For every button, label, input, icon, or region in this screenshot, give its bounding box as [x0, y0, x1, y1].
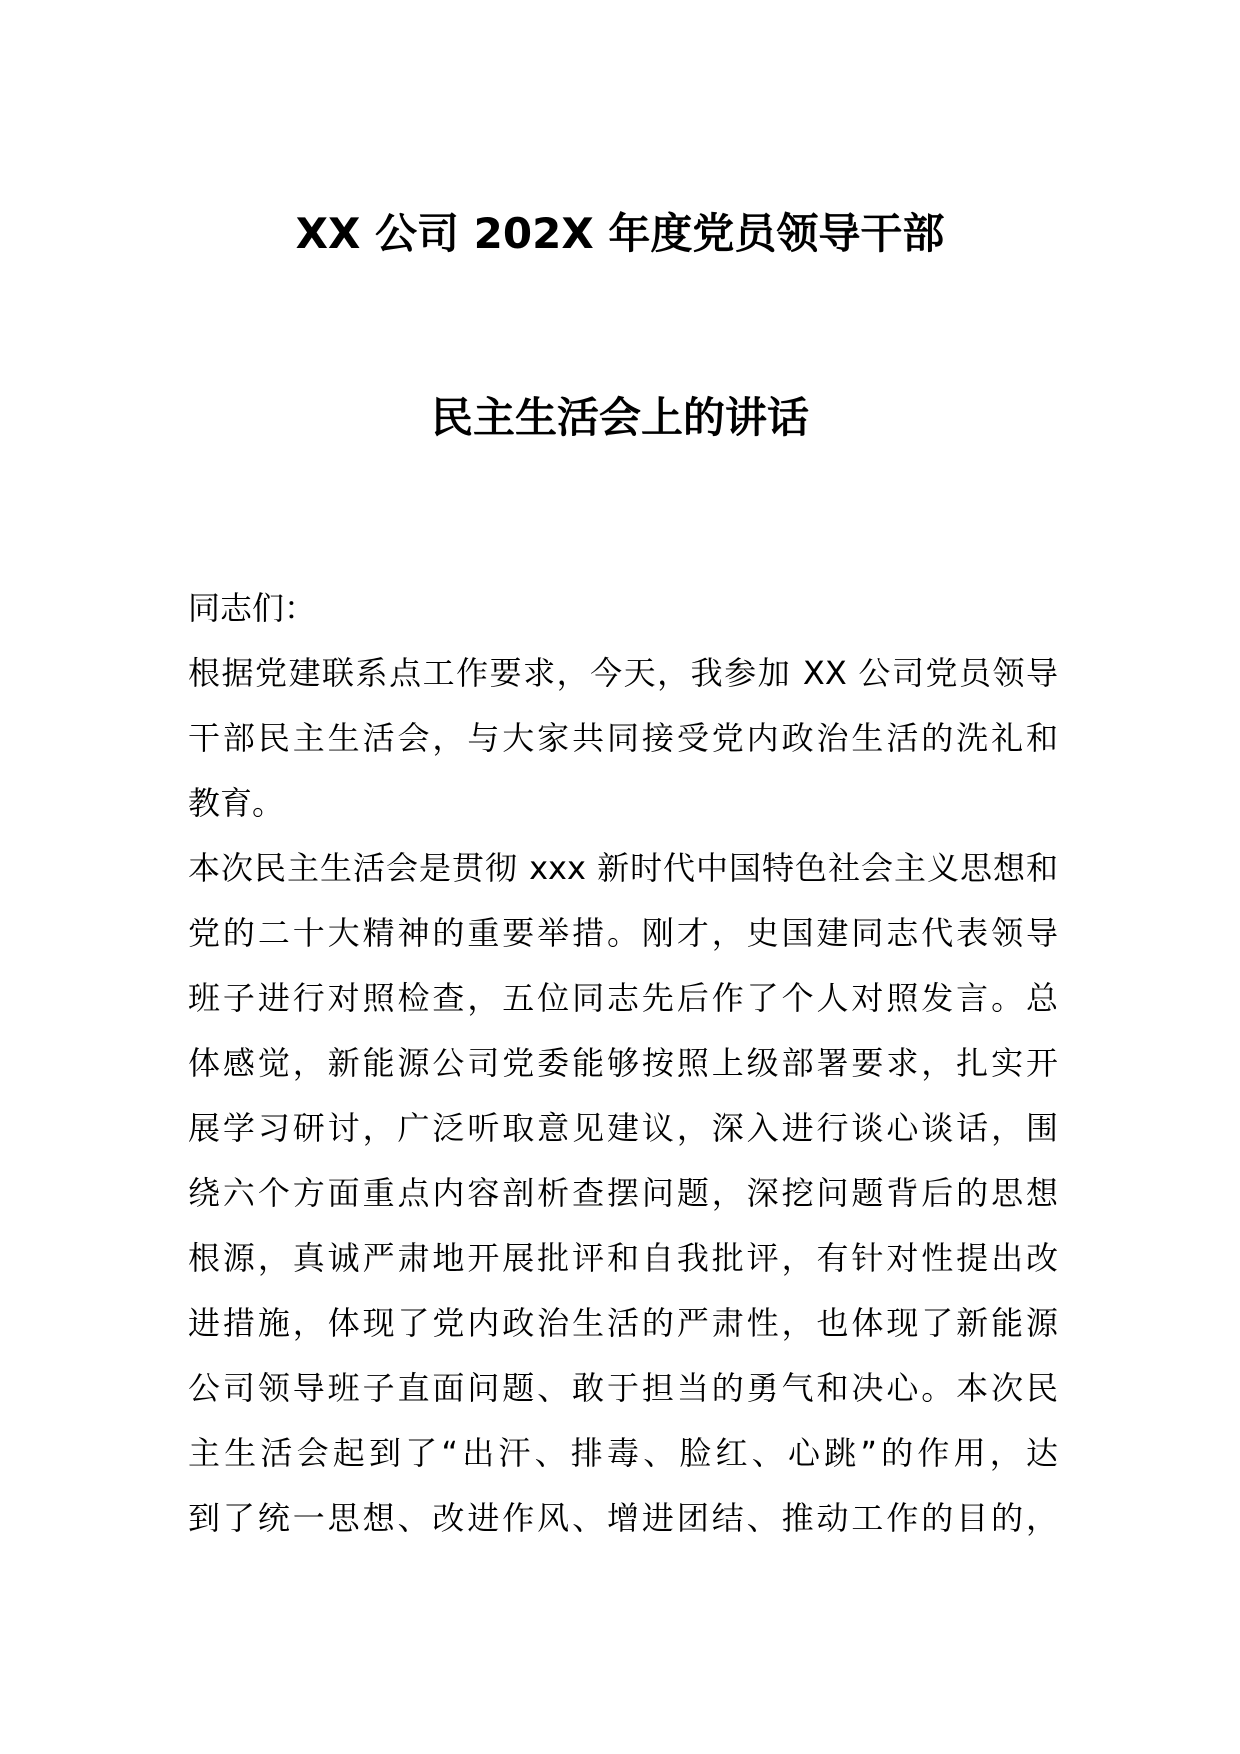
body-line: 体感觉，新能源公司党委能够按照上级部署要求，扎实开 [188, 1044, 1058, 1082]
body-line: 到了统一思想、改进作风、增进团结、推动工作的目的， [188, 1499, 1058, 1537]
title-line-1: XX 公司 202X 年度党员领导干部 [295, 209, 945, 258]
body-line: 党的二十大精神的重要举措。刚才，史国建同志代表领导 [188, 914, 1058, 952]
body-line: 根源，真诚严肃地开展批评和自我批评，有针对性提出改 [188, 1239, 1058, 1277]
body-line: 进措施，体现了党内政治生活的严肃性，也体现了新能源 [188, 1304, 1058, 1342]
body-line: 本次民主生活会是贯彻 xxx 新时代中国特色社会主义思想和 [188, 849, 1058, 887]
body-line: 根据党建联系点工作要求，今天，我参加 XX 公司党员领导 [188, 654, 1058, 692]
speech-body [188, 576, 1058, 1551]
salutation: 同志们： [188, 589, 317, 627]
body-line: 教育。 [188, 784, 285, 822]
body-line: 班子进行对照检查，五位同志先后作了个人对照发言。总 [188, 979, 1058, 1017]
body-line: 干部民主生活会，与大家共同接受党内政治生活的洗礼和 [188, 719, 1058, 757]
body-line: 展学习研讨，广泛听取意见建议，深入进行谈心谈话，围 [188, 1109, 1058, 1147]
title-line-2: 民主生活会上的讲话 [430, 393, 809, 442]
body-line: 主生活会起到了“出汗、排毒、脸红、心跳”的作用，达 [188, 1434, 1058, 1472]
body-line: 公司领导班子直面问题、敢于担当的勇气和决心。本次民 [188, 1369, 1058, 1407]
body-line: 绕六个方面重点内容剖析查摆问题，深挖问题背后的思想 [188, 1174, 1058, 1212]
